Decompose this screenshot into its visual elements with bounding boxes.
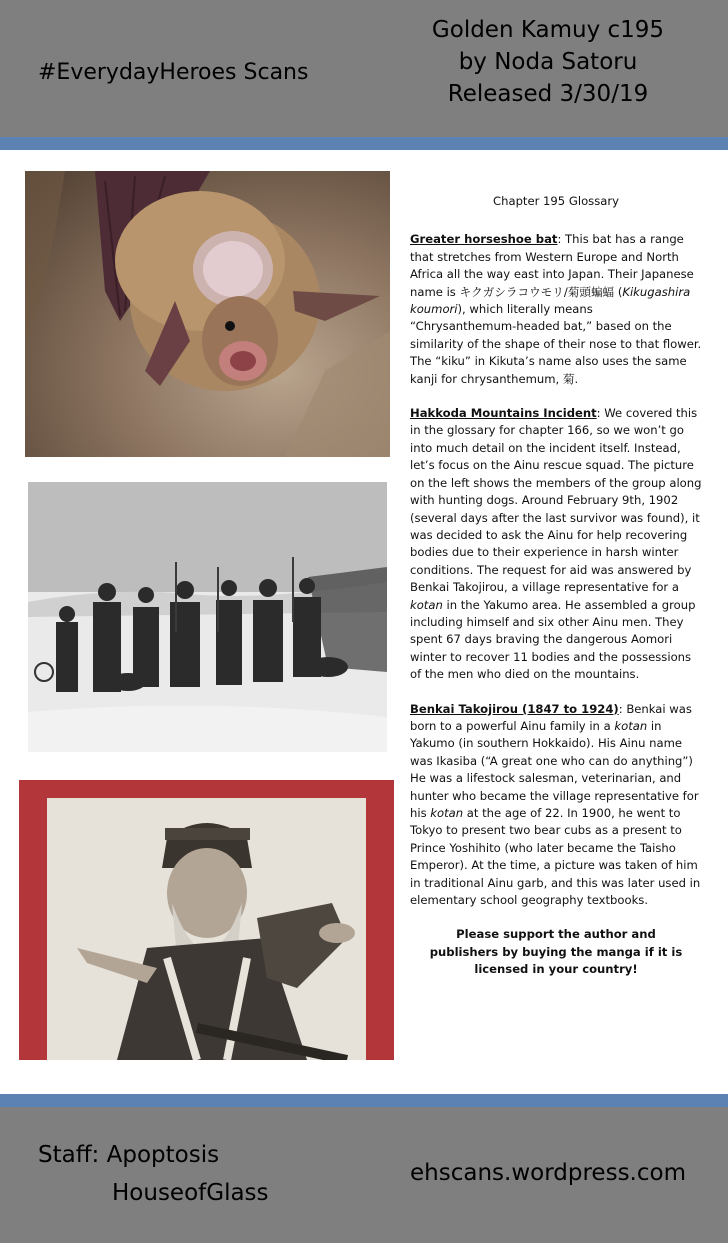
group-name: #EverydayHeroes Scans xyxy=(38,60,309,85)
entry-text: : Benkai was born to a powerful Ainu family in a xyxy=(410,701,692,733)
benkai-illustration xyxy=(47,798,366,1060)
glossary-column xyxy=(410,193,702,979)
entry-italic: Kikugashira koumori xyxy=(410,284,691,317)
entry-italic: kotan xyxy=(410,597,443,612)
glossary-entry-hakkoda xyxy=(410,405,702,684)
entry-text: in the Yakumo area. He assembled a group including himself and six other Ainu men. They spent 67 days braving the dangerous Aomori winter to recover 11 bodies and the possessions of the men who died on the mountains. xyxy=(410,597,696,682)
release-date: Released 3/30/19 xyxy=(447,81,649,107)
entry-text: ), which literally means “Chrysanthemum-headed bat,” based on the similarity of the shape of their nose to that flower. The “kiku” in Kikuta’s name also uses the same kanji for chrysanthemum, 菊. xyxy=(410,302,702,386)
bat-illustration xyxy=(25,171,390,457)
glossary-title: Chapter 195 Glossary xyxy=(493,194,619,208)
support-message: Please support the author and publishers by buying the manga if it is licensed in your country! xyxy=(429,927,683,977)
entry-text: in Yakumo (in southern Hokkaido). His Ainu name was Ikasiba (“A great one who can do anything”) He was a lifestock salesman, veterinarian, and hunter who became the village representative for his xyxy=(410,718,699,820)
bat-photo xyxy=(25,171,390,457)
staff-credit-line2: HouseofGlass xyxy=(112,1180,269,1206)
entry-text: : We covered this in the glossary for chapter 166, so we won’t go into much detail on the incident itself. Instead, let’s focus on the Ainu rescue squad. The picture on the left shows the members of the group along with hunting dogs. Around February 9th, 1902 (several days after the last survivor was found), it was decided to ask the Ainu for help recovering bodies due to their experience in harsh winter conditions. The request for aid was answered by Benkai Takojirou, a village representative for a xyxy=(410,406,702,595)
entry-italic: kotan xyxy=(614,718,648,733)
term-greater-horseshoe-bat: Greater horseshoe bat xyxy=(410,232,558,247)
entry-italic: kotan xyxy=(430,806,464,820)
term-benkai-takojirou: Benkai Takojirou (1847 to 1924) xyxy=(410,701,619,716)
staff-credit-line1: Staff: Apoptosis xyxy=(38,1142,220,1168)
glossary-entry-benkai xyxy=(410,701,702,910)
benkai-takojirou-photo xyxy=(19,780,394,1060)
glossary-entry-bat xyxy=(410,231,702,388)
ainu-rescue-squad-photo xyxy=(28,482,387,752)
release-info xyxy=(388,14,708,110)
footer-stripe xyxy=(0,1094,728,1107)
header-stripe xyxy=(0,137,728,150)
entry-text: at the age of 22. In 1900, he went to Tokyo to present two bear cubs as a present to Prince Yoshihito (who later became the Taisho Emperor). At the time, a picture was taken of him in traditional Ainu garb, and this was later used in elementary school geography textbooks. xyxy=(410,806,701,908)
portrait-frame xyxy=(47,798,366,1060)
series-title: Golden Kamuy c195 xyxy=(431,17,665,43)
entry-text: : This bat has a range that stretches from Western Europe and North Africa all the way east into Japan. Their Japanese name is キクガシラコウモリ/菊頭蝙蝠 ( xyxy=(410,232,694,299)
rescue-squad-illustration xyxy=(28,482,387,752)
author-credit: by Noda Satoru xyxy=(458,49,638,75)
website-link[interactable]: ehscans.wordpress.com xyxy=(410,1160,686,1186)
term-hakkoda-mountains-incident: Hakkoda Mountains Incident xyxy=(410,406,597,421)
